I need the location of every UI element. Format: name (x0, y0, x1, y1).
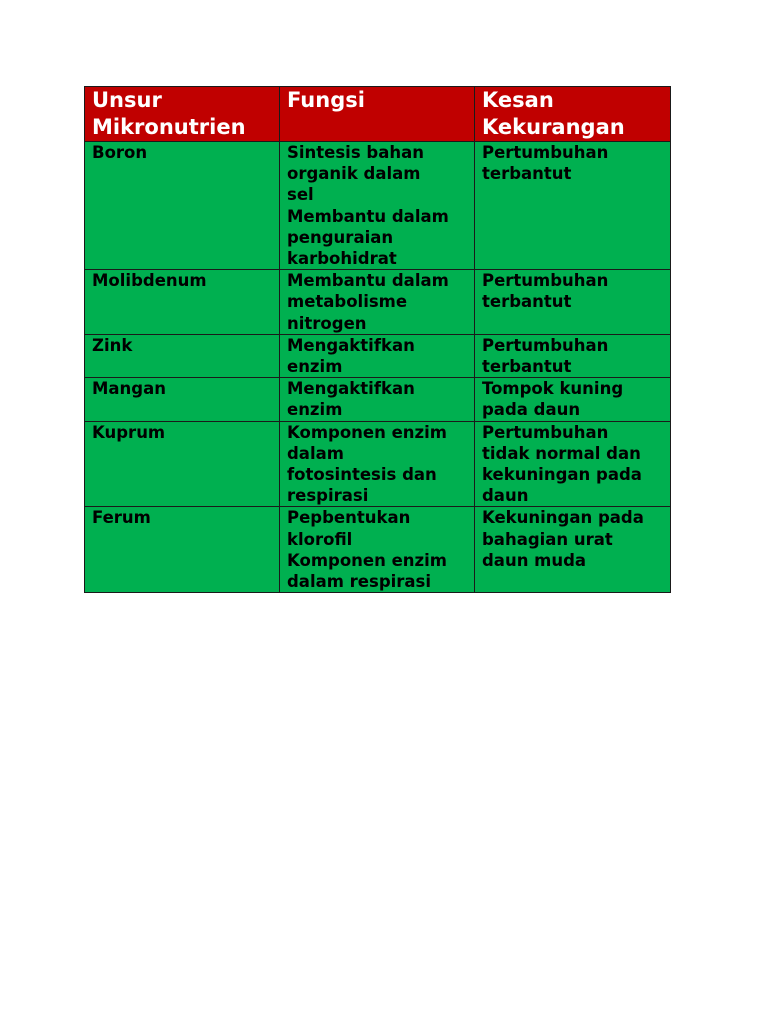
cell-kesan (475, 142, 671, 270)
cell-line: Kuprum (92, 422, 166, 442)
cell-unsur (85, 507, 280, 593)
cell-line: fotosintesis dan (287, 465, 437, 485)
cell-line: sel (287, 185, 314, 205)
cell-line: Molibdenum (92, 271, 207, 291)
cell-line: Membantu dalam (287, 271, 449, 291)
table-row (85, 270, 671, 335)
cell-line: dalam (287, 443, 344, 463)
cell-unsur (85, 142, 280, 270)
table-row (85, 421, 671, 507)
table-body (85, 142, 671, 593)
cell-line: terbantut (482, 164, 572, 184)
cell-line: penguraian (287, 227, 394, 247)
cell-fungsi (280, 270, 475, 335)
header-unsur-mikronutrien: Unsur Mikronutrien (85, 87, 280, 142)
cell-line: klorofil (287, 529, 353, 549)
cell-line: Kekuningan pada (482, 508, 644, 528)
cell-line: kekuningan pada (482, 465, 642, 485)
cell-line: Pertumbuhan (482, 335, 609, 355)
cell-line: Membantu dalam (287, 206, 449, 226)
table-row (85, 334, 671, 377)
header-fungsi: Fungsi (280, 87, 475, 142)
cell-unsur (85, 421, 280, 507)
cell-line: karbohidrat (287, 249, 397, 269)
cell-kesan (475, 334, 671, 377)
cell-kesan (475, 421, 671, 507)
header-kesan-kekurangan: Kesan Kekurangan (475, 87, 671, 142)
cell-line: tidak normal dan (482, 443, 641, 463)
cell-line: Boron (92, 143, 148, 162)
cell-line: terbantut (482, 357, 572, 377)
cell-line: organik dalam (287, 164, 421, 184)
cell-fungsi (280, 378, 475, 421)
cell-line: dalam respirasi (287, 572, 432, 592)
micronutrient-table (84, 86, 671, 593)
cell-line: Mengaktifkan (287, 335, 415, 355)
cell-fungsi (280, 507, 475, 593)
table-row (85, 378, 671, 421)
cell-kesan (475, 507, 671, 593)
cell-kesan (475, 270, 671, 335)
cell-fungsi (280, 334, 475, 377)
cell-line: pada daun (482, 400, 581, 420)
cell-fungsi (280, 421, 475, 507)
cell-line: daun (482, 486, 529, 506)
cell-line: nitrogen (287, 313, 367, 333)
cell-unsur (85, 270, 280, 335)
cell-line: Pertumbuhan (482, 422, 609, 442)
cell-line: terbantut (482, 292, 572, 312)
cell-kesan (475, 378, 671, 421)
cell-line: Pertumbuhan (482, 271, 609, 291)
table-header-row (85, 87, 671, 142)
cell-line: enzim (287, 357, 343, 377)
cell-line: Ferum (92, 508, 151, 528)
cell-line: Pertumbuhan (482, 143, 609, 162)
cell-unsur (85, 334, 280, 377)
cell-fungsi (280, 142, 475, 270)
cell-line: Mangan (92, 379, 166, 399)
cell-line: Komponen enzim (287, 550, 447, 570)
cell-line: Zink (92, 335, 133, 355)
cell-unsur (85, 378, 280, 421)
cell-line: enzim (287, 400, 343, 420)
cell-line: daun muda (482, 550, 587, 570)
cell-line: Tompok kuning (482, 379, 624, 399)
cell-line: Pepbentukan (287, 508, 411, 528)
cell-line: respirasi (287, 486, 369, 506)
table-row (85, 507, 671, 593)
table-row (85, 142, 671, 270)
cell-line: Komponen enzim (287, 422, 447, 442)
cell-line: bahagian urat (482, 529, 613, 549)
cell-line: Mengaktifkan (287, 379, 415, 399)
cell-line: Sintesis bahan (287, 143, 424, 162)
cell-line: metabolisme (287, 292, 408, 312)
